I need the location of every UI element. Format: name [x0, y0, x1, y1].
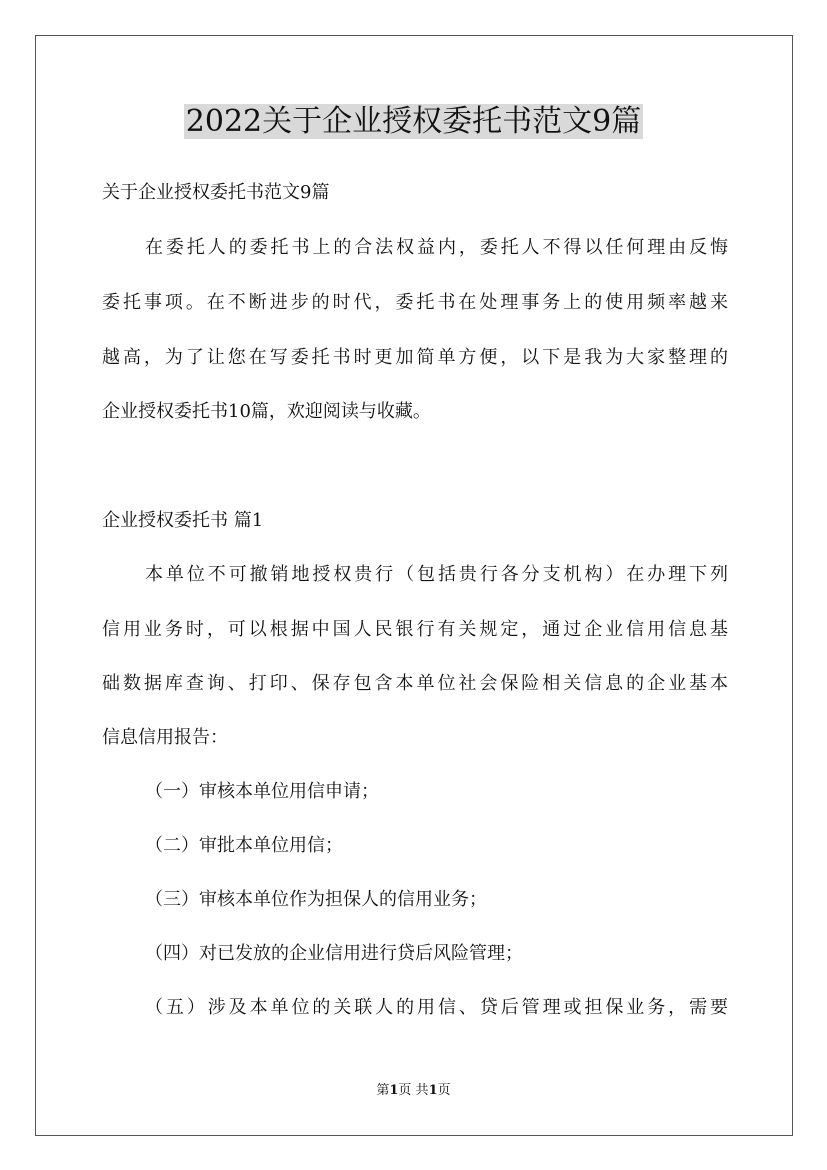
page-current: 1: [389, 1083, 399, 1098]
list-item: （三）审核本单位作为担保人的信用业务；: [145, 889, 487, 910]
page-label-suffix: 页: [437, 1083, 451, 1098]
intro-line: 企业授权委托书10篇，欢迎阅读与收藏。: [102, 401, 431, 422]
page-total: 1: [428, 1083, 438, 1098]
page-label-prefix: 第: [376, 1083, 390, 1098]
document-subtitle: 关于企业授权委托书范文9篇: [102, 182, 330, 203]
document-title-text: 2022关于企业授权委托书范文9篇: [185, 104, 642, 139]
list-item: （四）对已发放的企业信用进行贷后风险管理；: [145, 943, 523, 964]
intro-line: 委托事项。在不断进步的时代，委托书在处理事务上的使用频率越来: [102, 292, 728, 313]
list-item: （五）涉及本单位的关联人的用信、贷后管理或担保业务，需要: [145, 997, 728, 1018]
body-line: 础数据库查询、打印、保存包含本单位社会保险相关信息的企业基本: [102, 673, 728, 694]
section-heading: 企业授权委托书 篇1: [102, 510, 264, 531]
page-footer: [0, 1082, 827, 1100]
list-item: （一）审核本单位用信申请；: [145, 781, 379, 802]
intro-line: 越高，为了让您在写委托书时更加简单方便，以下是我为大家整理的: [102, 347, 728, 368]
intro-line: 在委托人的委托书上的合法权益内，委托人不得以任何理由反悔: [145, 237, 728, 258]
list-item: （二）审批本单位用信；: [145, 835, 343, 856]
body-line: 信用业务时，可以根据中国人民银行有关规定，通过企业信用信息基: [102, 619, 728, 640]
document-title: [0, 100, 827, 144]
body-line: 信息信用报告：: [102, 727, 228, 748]
page-label-mid: 页 共: [398, 1083, 429, 1098]
body-line: 本单位不可撤销地授权贵行（包括贵行各分支机构）在办理下列: [145, 564, 728, 585]
